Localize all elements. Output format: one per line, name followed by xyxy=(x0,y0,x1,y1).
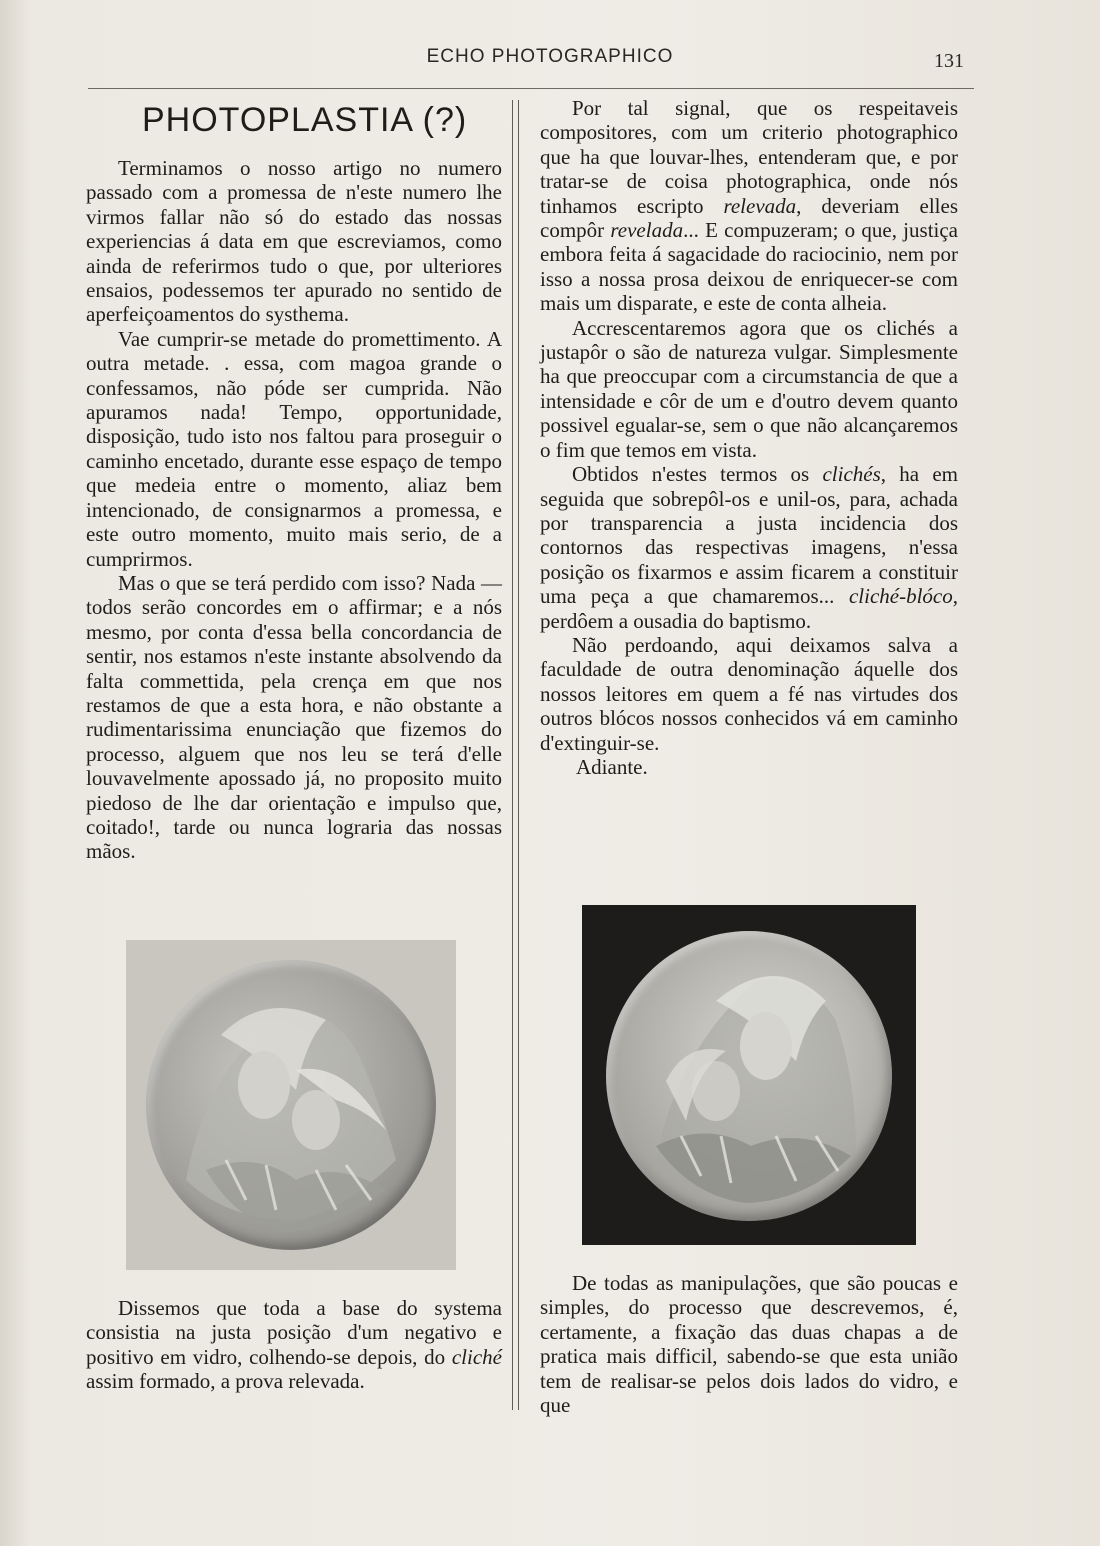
relief-photo-left xyxy=(126,940,456,1270)
text-run: Obtidos n'estes termos os xyxy=(572,462,823,487)
paragraph: Não perdoando, aqui deixamos salva a faculdade de outra denominação áquelle dos nossos leitores em quem a fé nas virtudes dos outros blócos nossos conhecidos vá em caminho d'extinguir-se. xyxy=(540,632,958,755)
paragraph: Accrescentaremos agora que os clichés a justapôr o são de natureza vulgar. Simplesmente ha que preoccupar com a circumstancia de que a intensidade e côr de um e d'outro devem quanto possivel egualar-se, sem o que não alcançaremos o fim que temos em vista. xyxy=(540,315,958,462)
left-column xyxy=(86,96,502,864)
medallion-image xyxy=(606,931,892,1221)
text-run: , ha em seguida que sobrepôl-os e unil-os, para, achada por transparencia a justa incidencia dos contornos das respectivas imagens, n'essa posição os fixarmos e assim ficarem a constituir uma peça a que chamaremos... xyxy=(540,462,958,609)
left-column-bottom xyxy=(86,1296,502,1394)
medallion-image xyxy=(146,960,436,1250)
portrait-relief-drawing xyxy=(146,960,436,1250)
right-column-bottom xyxy=(540,1271,958,1417)
paragraph: Mas o que se terá perdido com isso? Nada — todos serão concordes em o affirmar; e a nós mesmo, por conta d'essa bella concordancia de sentir, nos estamos n'este instante absolvendo da falta commettida, pela crença em que nos restamos de que a esta hora, e não obstante a rudimentarissima enunciação que fizemos do processo, alguem que nos leu se terá d'elle louvavelmente apossado já, no proposito muito piedoso de lhe dar orientação e impulso que, coitado!, tarde ou nunca lograria das nossas mãos. xyxy=(86,570,502,864)
header-rule xyxy=(88,88,974,89)
text-run: assim formado, a prova relevada. xyxy=(86,1369,365,1394)
paragraph xyxy=(86,1296,502,1394)
italic-text: cliché xyxy=(451,1344,502,1369)
right-column xyxy=(540,96,958,779)
italic-text: clichés xyxy=(822,462,881,487)
paragraph: Vae cumprir-se metade do promettimento. A outra metade. . essa, com magoa grande o confessamos, não póde ser cumprida. Não apuramos nada! Tempo, opportunidade, disposição, tudo isto nos faltou para proseguir o caminho encetado, durante esse espaço de tempo que medeia entre o momento, aliaz bem intencionado, de consignarmos a promessa, e este outro momento, muito mais serio, de a cumprirmos. xyxy=(86,326,502,571)
column-divider xyxy=(512,100,519,1410)
paragraph xyxy=(540,462,958,633)
relief-photo-right xyxy=(582,905,916,1245)
italic-text: relevada xyxy=(723,193,797,218)
closing-line: Adiante. xyxy=(576,754,648,779)
text-run: , deveriam elles compôr xyxy=(540,193,958,243)
article-title: PHOTOPLASTIA (?) xyxy=(142,101,468,139)
italic-text: revelada xyxy=(610,218,684,243)
page-number: 131 xyxy=(934,50,964,72)
text-run: , perdôem a ousadia do baptismo. xyxy=(540,584,958,633)
paragraph xyxy=(540,96,958,316)
text-run: ... E compuzeram; o que, justiça embora feita á sagacidade do raciocinio, nem por isso a nossa prosa deixou de enriquecer-se com mais um disparate, e este de conta alheia. xyxy=(540,218,958,316)
running-head: ECHO PHOTOGRAPHICO xyxy=(426,46,674,67)
paragraph: De todas as manipulações, que são poucas e simples, do processo que descrevemos, é, certamente, a fixação das duas chapas a de pratica mais difficil, sabendo-se que esta união tem de realisar-se pelos dois lados do vidro, e que xyxy=(540,1271,958,1418)
italic-text: cliché-blóco xyxy=(848,584,953,609)
text-run: Por tal signal, que os respeitaveis compositores, com um criterio photographico que ha que louvar-lhes, entenderam que, e por tratar-se de coisa photographica, onde nós tinhamos escripto xyxy=(540,96,958,218)
text-run: Dissemos que toda a base do systema consistia na justa posição d'um negativo e positivo em vidro, colhendo-se depois, do xyxy=(86,1296,502,1369)
paragraph: Terminamos o nosso artigo no numero passado com a promessa de n'este numero lhe virmos fallar não só do estado das nossas experiencias á data em que escreviamos, como ainda de referirmos tudo o que, por ulteriores ensaios, podessemos ter apurado no sentido de aperfeiçoamentos do systhema. xyxy=(86,156,502,327)
portrait-relief-drawing xyxy=(606,931,892,1221)
